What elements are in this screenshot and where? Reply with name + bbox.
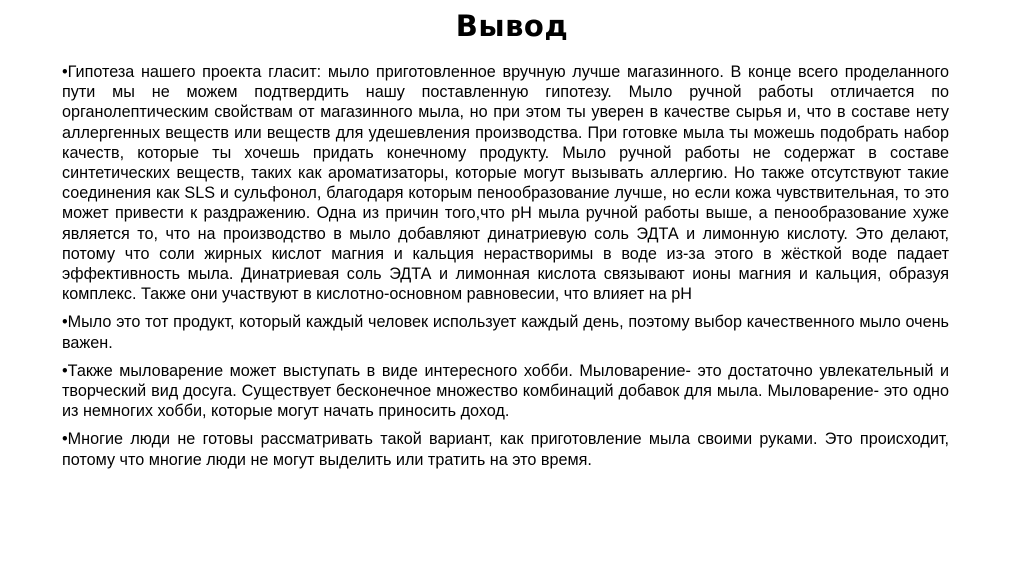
paragraph-time bbox=[62, 429, 949, 469]
paragraph-text: Мыло это тот продукт, который каждый человек использует каждый день, поэтому выбор качественного мыло очень важен. bbox=[62, 313, 949, 352]
slide-title: Вывод bbox=[455, 9, 569, 43]
paragraph-hypothesis bbox=[62, 62, 949, 304]
paragraph-text: Также мыловарение может выступать в виде интересного хобби. Мыловарение- это достаточно увлекательный и творческий вид досуга. Существует бесконечное множество комбинаций добавок для мыла. Мыловарение- это одно из немногих хобби, которые могут начать приносить доход. bbox=[62, 361, 949, 421]
paragraph-text: Гипотеза нашего проекта гласит: мыло приготовленное вручную лучше магазинного. В конце всего проделанного пути мы не можем подтвердить нашу поставленную гипотезу. Мыло ручной работы отличается по органолептическим свойствам от магазинного мыла, но при этом ты уверен в качестве сырья и, что в составе нету аллергенных веществ или веществ для удешевления производства. При готовке мыла ты можешь подобрать набор качеств, которые ты хочешь придать конечному продукту. Мыло ручной работы не содержат в составе синтетических веществ, таких как ароматизаторы, которые могут вызывать аллергию. Но также отсутствуют такие соединения как SLS и сульфонол, благодаря которым пенообразование лучше, но если кожа чувствительная, то это может привести к раздражению. Одна из причин того,что pH мыла ручной работы выше, а пенообразование хуже является то, что на производство в мыло добавляют динатриевую соль ЭДТА и лимонную кислоту. Это делают, потому что соли жирных кислот магния и кальция нерастворимы в воде из-за этого в жёсткой воде падает эффективность мыла. Динатриевая соль ЭДТА и лимонная кислота связывают ионы магния и кальция, образуя комплекс. Также они участвуют в кислотно-основном равновесии, что влияет на pH bbox=[62, 63, 949, 304]
paragraph-importance bbox=[62, 312, 949, 352]
paragraph-hobby bbox=[62, 361, 949, 422]
bullet-icon: • bbox=[62, 430, 68, 449]
bullet-icon: • bbox=[62, 63, 68, 81]
bullet-icon: • bbox=[62, 361, 68, 380]
slide-body bbox=[62, 62, 949, 478]
bullet-icon: • bbox=[62, 313, 68, 332]
paragraph-text: Многие люди не готовы рассматривать такой вариант, как приготовление мыла своими руками. Это происходит, потому что многие люди не могут выделить или тратить на это время. bbox=[62, 430, 949, 469]
